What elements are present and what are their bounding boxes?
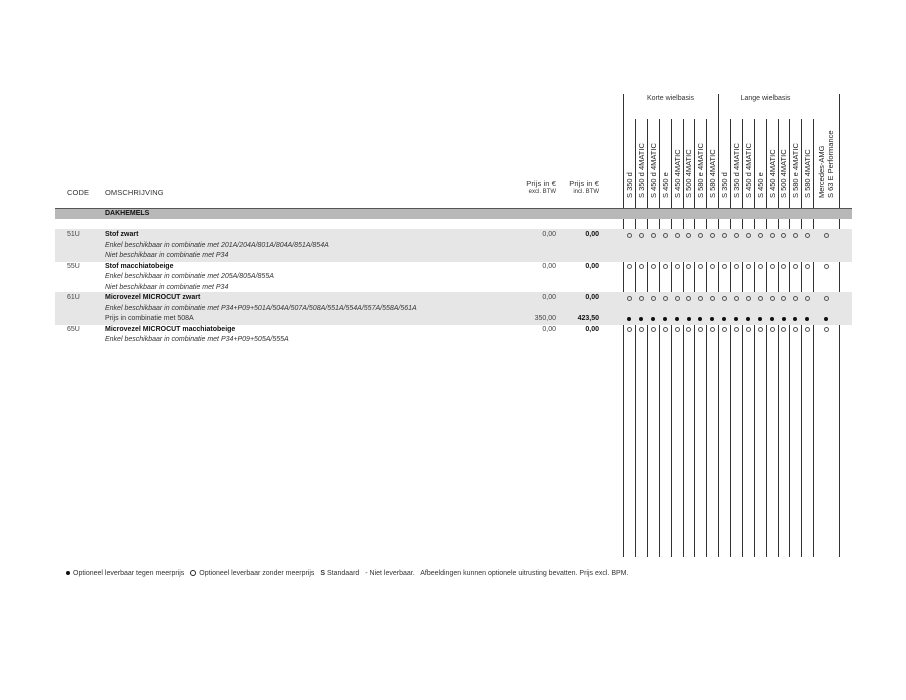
open-circle-icon xyxy=(793,296,798,301)
open-circle-icon xyxy=(746,296,751,301)
open-circle-icon xyxy=(651,327,656,332)
open-circle-icon xyxy=(824,264,829,269)
column-line xyxy=(813,119,814,557)
model-header: S 350 d 4MATIC xyxy=(636,143,646,198)
column-line xyxy=(730,119,731,557)
column-line xyxy=(671,119,672,557)
column-line xyxy=(801,119,802,557)
filled-dot-icon xyxy=(675,317,679,321)
model-header: S 450 4MATIC xyxy=(767,149,777,198)
open-circle-icon xyxy=(758,264,763,269)
open-circle-icon xyxy=(675,327,680,332)
model-header: S 580 4MATIC xyxy=(707,149,717,198)
open-circle-icon xyxy=(746,233,751,238)
open-circle-icon xyxy=(781,296,786,301)
column-line xyxy=(623,94,624,557)
section-bar xyxy=(55,209,852,219)
column-line xyxy=(659,119,660,557)
model-header: Mercedes-AMG xyxy=(817,145,826,198)
column-line xyxy=(839,94,840,557)
filled-dot-icon xyxy=(651,317,655,321)
open-circle-icon xyxy=(793,264,798,269)
filled-dot-icon xyxy=(805,317,809,321)
price-excl: 0,00 xyxy=(542,231,556,238)
model-header: S 450 d 4MATIC xyxy=(743,143,753,198)
model-header: S 500 4MATIC xyxy=(684,149,693,198)
open-circle-icon xyxy=(722,296,727,301)
model-header: S 63 E Performance xyxy=(826,130,835,198)
price-incl: 0,00 xyxy=(585,231,599,238)
option-note: Enkel beschikbaar in combinatie met P34+P09+505A/555A xyxy=(105,336,289,343)
open-circle-icon xyxy=(824,327,829,332)
open-circle-icon xyxy=(734,327,739,332)
option-title: Microvezel MICROCUT zwart xyxy=(105,294,201,301)
legend-open: Optioneel leverbaar zonder meerprijs xyxy=(190,570,314,577)
model-header: S 500 4MATIC xyxy=(779,149,788,198)
filled-dot-icon xyxy=(710,317,714,321)
price-excl: 0,00 xyxy=(542,325,556,333)
model-header: S 580 e 4MATIC xyxy=(695,143,705,198)
model-header: S 580 e 4MATIC xyxy=(790,143,800,198)
header-description: OMSCHRIJVING xyxy=(105,188,164,197)
section-title: DAKHEMELS xyxy=(105,210,150,217)
filled-dot-icon xyxy=(66,571,70,575)
open-circle-icon xyxy=(710,233,715,238)
open-circle-icon xyxy=(651,264,656,269)
column-line xyxy=(635,119,636,557)
open-circle-icon xyxy=(770,233,775,238)
open-circle-icon xyxy=(710,327,715,332)
open-circle-icon xyxy=(639,327,644,332)
option-code: 55U xyxy=(67,262,80,270)
legend-filled: Optioneel leverbaar tegen meerprijs xyxy=(66,570,184,577)
legend-standard: S Standaard xyxy=(320,570,360,577)
open-circle-icon xyxy=(734,264,739,269)
filled-dot-icon xyxy=(824,317,828,321)
option-title: Stof macchiatobeige xyxy=(105,262,174,270)
open-circle-icon xyxy=(746,327,751,332)
open-circle-icon xyxy=(698,327,703,332)
filled-dot-icon xyxy=(734,317,738,321)
price-incl: 0,00 xyxy=(585,294,599,301)
option-code: 51U xyxy=(67,231,80,238)
open-circle-icon xyxy=(781,264,786,269)
open-circle-icon xyxy=(639,264,644,269)
legend xyxy=(66,570,632,577)
open-circle-icon xyxy=(770,296,775,301)
column-line xyxy=(742,119,743,557)
header-code: CODE xyxy=(67,188,90,197)
open-circle-icon xyxy=(758,233,763,238)
model-header: S 450 e xyxy=(755,172,765,198)
open-circle-icon xyxy=(758,327,763,332)
open-circle-icon xyxy=(698,233,703,238)
open-circle-icon xyxy=(663,327,668,332)
open-circle-icon xyxy=(686,264,691,269)
open-circle-icon xyxy=(793,327,798,332)
column-line xyxy=(789,119,790,557)
option-note: Enkel beschikbaar in combinatie met 205A/805A/855A xyxy=(105,273,274,280)
open-circle-icon xyxy=(781,233,786,238)
open-circle-icon xyxy=(639,233,644,238)
open-circle-icon xyxy=(686,296,691,301)
model-header: S 450 4MATIC xyxy=(672,149,682,198)
option-note: Niet beschikbaar in combinatie met P34 xyxy=(105,252,229,259)
open-circle-icon xyxy=(190,570,196,576)
filled-dot-icon xyxy=(687,317,691,321)
column-line xyxy=(754,119,755,557)
open-circle-icon xyxy=(770,327,775,332)
open-circle-icon xyxy=(824,296,829,301)
option-note: Enkel beschikbaar in combinatie met P34+P09+501A/504A/507A/508A/551A/554A/557A/558A/561A xyxy=(105,304,417,312)
model-header: S 580 4MATIC xyxy=(802,149,812,198)
filled-dot-icon xyxy=(782,317,786,321)
group-label-korte: Korte wielbasis xyxy=(646,95,695,102)
open-circle-icon xyxy=(675,233,680,238)
header-price-excl: Prijs in € xyxy=(526,179,556,188)
open-circle-icon xyxy=(722,233,727,238)
option-title: Microvezel MICROCUT macchiatobeige xyxy=(105,325,236,333)
header-price-excl-sub: excl. BTW xyxy=(528,189,556,195)
option-title: Stof zwart xyxy=(105,231,139,238)
filled-dot-icon xyxy=(746,317,750,321)
open-circle-icon xyxy=(663,264,668,269)
price-excl: 350,00 xyxy=(534,315,556,322)
open-circle-icon xyxy=(805,233,810,238)
price-excl: 0,00 xyxy=(542,262,556,270)
price-incl: 0,00 xyxy=(585,325,599,333)
model-header: S 450 d 4MATIC xyxy=(648,143,658,198)
filled-dot-icon xyxy=(770,317,774,321)
option-code: 61U xyxy=(67,294,80,301)
price-incl: 423,50 xyxy=(577,315,599,322)
option-note: Enkel beschikbaar in combinatie met 201A/204A/801A/804A/851A/854A xyxy=(105,241,329,249)
open-circle-icon xyxy=(675,296,680,301)
open-circle-icon xyxy=(627,233,632,238)
open-circle-icon xyxy=(698,264,703,269)
open-circle-icon xyxy=(663,233,668,238)
filled-dot-icon xyxy=(663,317,667,321)
open-circle-icon xyxy=(710,264,715,269)
column-line xyxy=(694,119,695,557)
header-price-incl-sub: incl. BTW xyxy=(573,189,599,195)
group-label-lange: Lange wielbasis xyxy=(740,95,791,102)
open-circle-icon xyxy=(734,233,739,238)
open-circle-icon xyxy=(651,296,656,301)
column-line xyxy=(718,94,719,557)
open-circle-icon xyxy=(627,296,632,301)
open-circle-icon xyxy=(805,296,810,301)
open-circle-icon xyxy=(722,327,727,332)
filled-dot-icon xyxy=(758,317,762,321)
model-header: S 350 d xyxy=(719,172,729,198)
open-circle-icon xyxy=(663,296,668,301)
filled-dot-icon xyxy=(722,317,726,321)
price-excl: 0,00 xyxy=(542,294,556,301)
filled-dot-icon xyxy=(639,317,643,321)
column-line xyxy=(647,119,648,557)
open-circle-icon xyxy=(722,264,727,269)
open-circle-icon xyxy=(805,327,810,332)
open-circle-icon xyxy=(627,327,632,332)
filled-dot-icon xyxy=(627,317,631,321)
open-circle-icon xyxy=(805,264,810,269)
open-circle-icon xyxy=(639,296,644,301)
model-header: S 350 d xyxy=(624,172,634,198)
open-circle-icon xyxy=(686,327,691,332)
open-circle-icon xyxy=(793,233,798,238)
open-circle-icon xyxy=(781,327,786,332)
model-header: S 450 e xyxy=(660,172,670,198)
open-circle-icon xyxy=(824,233,829,238)
open-circle-icon xyxy=(698,296,703,301)
open-circle-icon xyxy=(770,264,775,269)
price-incl: 0,00 xyxy=(585,262,599,270)
column-line xyxy=(766,119,767,557)
legend-not-available: - Niet leverbaar. xyxy=(365,570,415,577)
option-note: Niet beschikbaar in combinatie met P34 xyxy=(105,283,229,291)
open-circle-icon xyxy=(710,296,715,301)
header-price-incl: Prijs in € xyxy=(569,179,599,188)
open-circle-icon xyxy=(746,264,751,269)
open-circle-icon xyxy=(734,296,739,301)
filled-dot-icon xyxy=(698,317,702,321)
open-circle-icon xyxy=(686,233,691,238)
open-circle-icon xyxy=(651,233,656,238)
open-circle-icon xyxy=(627,264,632,269)
option-code: 65U xyxy=(67,325,80,333)
option-extra-line: Prijs in combinatie met 508A xyxy=(105,315,194,322)
legend-disclaimer: Afbeeldingen kunnen optionele uitrusting bevatten. Prijs excl. BPM. xyxy=(420,570,629,577)
open-circle-icon xyxy=(675,264,680,269)
open-circle-icon xyxy=(758,296,763,301)
column-line xyxy=(706,119,707,557)
model-header: S 350 d 4MATIC xyxy=(731,143,741,198)
filled-dot-icon xyxy=(793,317,797,321)
